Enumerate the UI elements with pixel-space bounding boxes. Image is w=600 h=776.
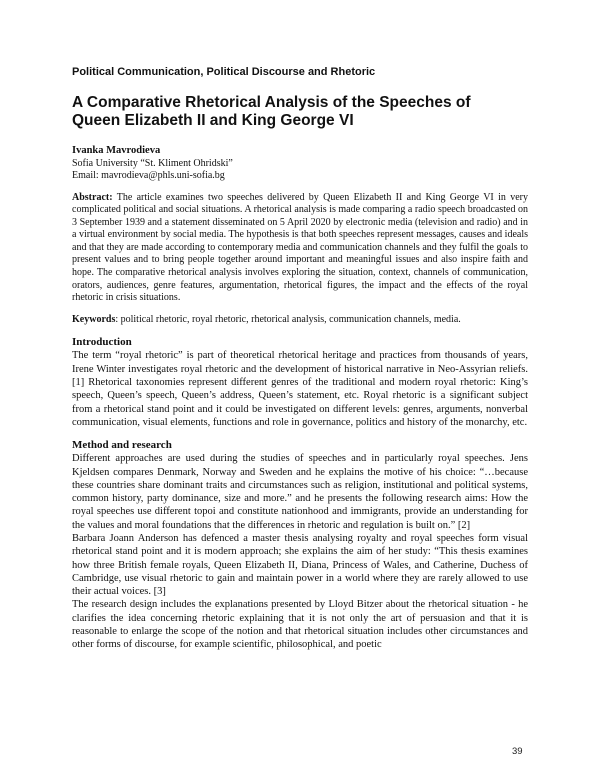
introduction-paragraph: The term “royal rhetoric” is part of theoretical rhetorical heritage and practices from thousands of years, Irene Winter investigates royal rhetoric and the development of historical narrative in Neo-Assyrian reliefs. [1] Rhetorical taxonomies represent different genres of the traditional and modern royal rhetoric: King’s speech, Queen’s speech, Queen’s address, Queen’s statement, etc. Royal rhetoric is a significant subject from a rhetorical stand point and it could be investigated on different levels: genres, arguments, nonverbal communication, visual elements, functions and role in governance, politics and history of the monarchy, etc. (72, 350, 528, 428)
method-paragraph-1: Different approaches are used during the studies of speeches and in particularly royal speeches. Jens Kjeldsen compares Denmark, Norway and Sweden and he explains the motive of his choice: “…because these countries share dominant traits and circumstances such as religion, institutional and political systems, common history, party dominance, size and more.” and he presents the following research aims: How the royal speeches use different topoi and constitute nationhood and immigrants, provide an understanding for the values and moral foundations that the differences in rhetoric and regulation is built on.” [2] (72, 453, 528, 531)
keywords-label: Keywords (72, 313, 116, 325)
section-label: Political Communication, Political Discourse and Rhetoric (72, 66, 376, 78)
article-title-line1: A Comparative Rhetorical Analysis of the Speeches of (72, 94, 471, 111)
page-content (72, 66, 528, 652)
method-heading: Method and research (72, 439, 172, 452)
abstract-label: Abstract: (72, 191, 113, 203)
page-number: 39 (512, 746, 523, 757)
abstract (72, 192, 528, 305)
author-affiliation: Sofia University “St. Kliment Ohridski” (72, 157, 233, 169)
method-paragraph-2: Barbara Joann Anderson has defenced a master thesis analysing royalty and royal speeches form visual rhetorical stand point and it is modern approach; she explains the aim of her study: “This thesis examines how three British female royals, Queen Elizabeth II, Diana, Princess of Wales, and Catherine, Duchess of Cambridge, use visual rhetoric to gain and maintain power in a world where they are rarely allowed to use their actual voices. [3] (72, 533, 528, 598)
introduction-heading: Introduction (72, 336, 132, 349)
article-title (72, 94, 528, 130)
method-paragraph-3: The research design includes the explanations presented by Lloyd Bitzer about the rhetorical situation - he clarifies the idea concerning rhetoric explaining that it is not only the art of persuasion and that it is reasonable to enlarge the scope of the notion and that rhetorical situation includes other circumstances and other forms of discourse, for example scientific, philosophical, and poetic (72, 599, 528, 651)
author-email: Email: mavrodieva@phls.uni-sofia.bg (72, 170, 225, 181)
keywords (72, 314, 528, 327)
abstract-text: The article examines two speeches delivered by Queen Elizabeth II and King George VI in very complicated political and social situations. A rhetorical analysis is made comparing a radio speech broadcasted on 3 September 1939 and a statement disseminated on 5 April 2020 by electronic media (television and radio) and in a virtual environment by social media. The hypothesis is that both speeches represent messages, causes and ideals and that they are made according to contemporary media and communication channels and they fulfil the goals to present values and to bring people together around important and meaningful issues and also inspire faith and hope. The comparative rhetorical analysis involves exploring the situation, context, channels of communication, orators, audiences, genre features, argumentation, rhetorical figures, the impact and the effects of the royal rhetoric in crisis situations. (72, 191, 528, 304)
author-name: Ivanka Mavrodieva (72, 145, 161, 156)
article-title-line2: Queen Elizabeth II and King George VI (72, 112, 354, 129)
keywords-text: : political rhetoric, royal rhetoric, rhetorical analysis, communication channels, media. (115, 313, 461, 325)
